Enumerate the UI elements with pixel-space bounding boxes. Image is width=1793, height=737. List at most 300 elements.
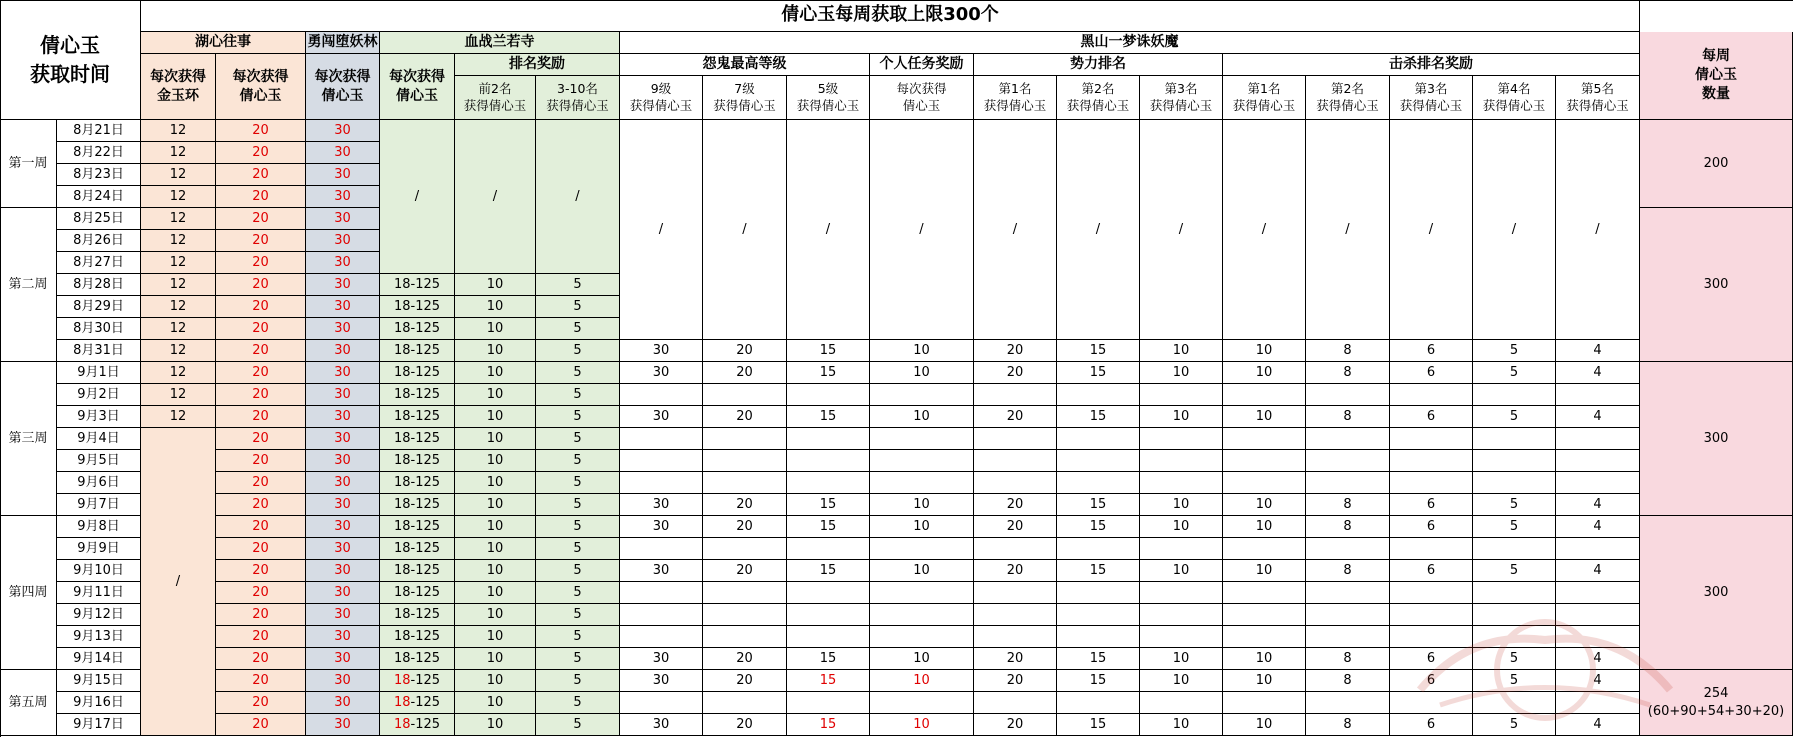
- group-heishan: 黑山一梦诛妖魔: [620, 32, 1640, 54]
- heishan-value: 4: [1556, 406, 1640, 428]
- empty-cell: [1223, 538, 1306, 560]
- group-huxin: 湖心往事: [141, 32, 306, 54]
- empty-cell: [974, 450, 1057, 472]
- yongchuang-jade-value: 30: [306, 626, 380, 648]
- heishan-value: 5: [1473, 670, 1556, 692]
- heishan-value: 20: [703, 362, 787, 384]
- empty-cell: [1057, 428, 1140, 450]
- yongchuang-jade-value: 30: [306, 560, 380, 582]
- empty-cell: [870, 626, 974, 648]
- empty-cell: [787, 384, 870, 406]
- heishan-value: 10: [1140, 648, 1223, 670]
- week-label: 第五周: [0, 670, 57, 736]
- empty-cell: [974, 384, 1057, 406]
- heishan-value: 30: [620, 714, 703, 736]
- top3-10-value: 5: [536, 604, 620, 626]
- date-cell: 9月1日: [57, 362, 141, 384]
- heishan-value: 10: [1223, 494, 1306, 516]
- heishan-value: 10: [870, 670, 974, 692]
- heishan-value: 10: [1140, 494, 1223, 516]
- slash-cell: /: [380, 120, 455, 274]
- top2-value: 10: [455, 538, 536, 560]
- gold-ring-value: 12: [141, 296, 216, 318]
- heishan-value: 15: [787, 560, 870, 582]
- heishan-value: 8: [1306, 670, 1390, 692]
- empty-cell: [1473, 428, 1556, 450]
- huxin-jade-value: 20: [216, 450, 306, 472]
- date-cell: 9月5日: [57, 450, 141, 472]
- date-cell: 9月15日: [57, 670, 141, 692]
- week-label: 第一周: [0, 120, 57, 208]
- empty-cell: [974, 538, 1057, 560]
- date-cell: 9月11日: [57, 582, 141, 604]
- heishan-value: 10: [1140, 714, 1223, 736]
- gold-ring-value: 12: [141, 120, 216, 142]
- heishan-value: 30: [620, 340, 703, 362]
- date-cell: 9月2日: [57, 384, 141, 406]
- huxin-jade-value: 20: [216, 692, 306, 714]
- heishan-value: 6: [1390, 340, 1473, 362]
- xuezhan-range-value: [380, 670, 455, 692]
- huxin-jade-value: 20: [216, 626, 306, 648]
- xuezhan-range-value: [380, 692, 455, 714]
- heishan-value: 15: [787, 670, 870, 692]
- empty-cell: [1390, 450, 1473, 472]
- empty-cell: [1223, 582, 1306, 604]
- empty-cell: [974, 626, 1057, 648]
- heishan-value: 20: [974, 362, 1057, 384]
- yongchuang-jade-value: 30: [306, 494, 380, 516]
- col-header: 第3名 获得倩心玉: [1140, 76, 1223, 120]
- heishan-value: 30: [620, 406, 703, 428]
- top2-value: 10: [455, 560, 536, 582]
- yongchuang-jade-value: 30: [306, 340, 380, 362]
- heishan-value: 5: [1473, 494, 1556, 516]
- huxin-jade-value: 20: [216, 648, 306, 670]
- empty-cell: [787, 538, 870, 560]
- yongchuang-jade-value: 30: [306, 582, 380, 604]
- slash-cell: /: [141, 428, 216, 736]
- xuezhan-range-value: 18-125: [380, 274, 455, 296]
- top2-value: 10: [455, 494, 536, 516]
- gold-ring-value: 12: [141, 164, 216, 186]
- heishan-value: 8: [1306, 714, 1390, 736]
- xuezhan-range-value: 18-125: [380, 428, 455, 450]
- yongchuang-jade-value: 30: [306, 428, 380, 450]
- top3-10-value: 5: [536, 516, 620, 538]
- date-cell: 8月25日: [57, 208, 141, 230]
- heishan-value: 30: [620, 516, 703, 538]
- empty-cell: [1140, 472, 1223, 494]
- empty-cell: [1556, 626, 1640, 648]
- huxin-jade-value: 20: [216, 428, 306, 450]
- yongchuang-jade-value: 30: [306, 318, 380, 340]
- empty-cell: [1057, 692, 1140, 714]
- range-suffix: -125: [410, 716, 441, 732]
- top3-10-value: 5: [536, 296, 620, 318]
- gold-ring-value: 12: [141, 406, 216, 428]
- empty-cell: [1473, 538, 1556, 560]
- week-label: 第二周: [0, 208, 57, 362]
- heishan-value: 20: [974, 714, 1057, 736]
- yongchuang-jade-value: 30: [306, 164, 380, 186]
- heishan-value: 15: [1057, 516, 1140, 538]
- huxin-jade-value: 20: [216, 494, 306, 516]
- slash-cell: /: [1223, 120, 1306, 340]
- heishan-value: 15: [787, 714, 870, 736]
- top3-10-value: 5: [536, 670, 620, 692]
- heishan-value: 8: [1306, 362, 1390, 384]
- range-prefix: 18: [393, 716, 411, 732]
- date-cell: 9月3日: [57, 406, 141, 428]
- col-header: 3-10名 获得倩心玉: [536, 76, 620, 120]
- huxin-jade-value: 20: [216, 252, 306, 274]
- date-cell: 8月31日: [57, 340, 141, 362]
- heishan-value: 15: [1057, 362, 1140, 384]
- empty-cell: [1556, 450, 1640, 472]
- weekly-total: 254 (60+90+54+30+20): [1640, 670, 1793, 736]
- yongchuang-jade-value: 30: [306, 362, 380, 384]
- xuezhan-range-value: 18-125: [380, 296, 455, 318]
- top2-value: 10: [455, 406, 536, 428]
- col-header: 前2名 获得倩心玉: [455, 76, 536, 120]
- empty-cell: [1057, 604, 1140, 626]
- empty-cell: [1140, 384, 1223, 406]
- empty-cell: [1140, 582, 1223, 604]
- heishan-value: 15: [1057, 670, 1140, 692]
- heishan-value: 30: [620, 560, 703, 582]
- heishan-value: 10: [870, 648, 974, 670]
- empty-cell: [1057, 472, 1140, 494]
- heishan-value: 10: [870, 494, 974, 516]
- slash-cell: /: [536, 120, 620, 274]
- heishan-value: 4: [1556, 516, 1640, 538]
- heishan-value: 10: [870, 714, 974, 736]
- empty-cell: [1390, 692, 1473, 714]
- top3-10-value: 5: [536, 626, 620, 648]
- empty-cell: [1140, 450, 1223, 472]
- slash-cell: /: [455, 120, 536, 274]
- heishan-value: 5: [1473, 340, 1556, 362]
- subgroup-kill-rank: 击杀排名奖励: [1223, 54, 1640, 76]
- weekly-total: 300: [1640, 208, 1793, 362]
- top2-value: 10: [455, 472, 536, 494]
- empty-cell: [1306, 604, 1390, 626]
- top3-10-value: 5: [536, 692, 620, 714]
- empty-cell: [1306, 428, 1390, 450]
- empty-cell: [1223, 450, 1306, 472]
- huxin-jade-value: 20: [216, 604, 306, 626]
- heishan-value: 15: [1057, 340, 1140, 362]
- empty-cell: [620, 428, 703, 450]
- heishan-value: 10: [870, 516, 974, 538]
- empty-cell: [1057, 384, 1140, 406]
- col-header: 每次获得 倩心玉: [870, 76, 974, 120]
- weekly-header: 每周 倩心玉 数量: [1640, 32, 1793, 120]
- heishan-value: 6: [1390, 406, 1473, 428]
- slash-cell: /: [620, 120, 703, 340]
- huxin-jade-value: 20: [216, 340, 306, 362]
- date-cell: 8月24日: [57, 186, 141, 208]
- empty-cell: [1556, 692, 1640, 714]
- yongchuang-jade-value: 30: [306, 450, 380, 472]
- date-cell: 8月22日: [57, 142, 141, 164]
- gold-ring-value: 12: [141, 384, 216, 406]
- heishan-value: 10: [1140, 406, 1223, 428]
- heishan-value: 10: [1223, 714, 1306, 736]
- empty-cell: [1306, 626, 1390, 648]
- top2-value: 10: [455, 428, 536, 450]
- empty-cell: [870, 384, 974, 406]
- heishan-value: 15: [787, 362, 870, 384]
- empty-cell: [1390, 626, 1473, 648]
- empty-cell: [1057, 626, 1140, 648]
- slash-cell: /: [870, 120, 974, 340]
- empty-cell: [1140, 626, 1223, 648]
- empty-cell: [870, 604, 974, 626]
- empty-cell: [787, 450, 870, 472]
- empty-cell: [620, 450, 703, 472]
- col-header: 第1名 获得倩心玉: [1223, 76, 1306, 120]
- huxin-jade-value: 20: [216, 164, 306, 186]
- empty-cell: [1390, 428, 1473, 450]
- heishan-value: 5: [1473, 362, 1556, 384]
- page-title: 倩心玉每周获取上限300个: [141, 0, 1640, 32]
- heishan-value: 8: [1306, 340, 1390, 362]
- gold-ring-value: 12: [141, 362, 216, 384]
- heishan-value: 4: [1556, 560, 1640, 582]
- subgroup-grudge-level: 怨鬼最高等级: [620, 54, 870, 76]
- heishan-value: 20: [974, 670, 1057, 692]
- date-cell: 8月23日: [57, 164, 141, 186]
- slash-cell: /: [1556, 120, 1640, 340]
- col-header: 第1名 获得倩心玉: [974, 76, 1057, 120]
- subgroup-faction-rank: 势力排名: [974, 54, 1223, 76]
- top2-value: 10: [455, 340, 536, 362]
- empty-cell: [1556, 428, 1640, 450]
- subgroup-personal-task: 个人任务奖励: [870, 54, 974, 76]
- top3-10-value: 5: [536, 714, 620, 736]
- empty-cell: [620, 384, 703, 406]
- empty-cell: [1223, 692, 1306, 714]
- slash-cell: /: [1473, 120, 1556, 340]
- heishan-value: 15: [1057, 494, 1140, 516]
- heishan-value: 20: [703, 406, 787, 428]
- heishan-value: 10: [1223, 362, 1306, 384]
- empty-cell: [1556, 384, 1640, 406]
- heishan-value: 6: [1390, 714, 1473, 736]
- date-cell: 9月12日: [57, 604, 141, 626]
- empty-cell: [1473, 384, 1556, 406]
- empty-cell: [974, 582, 1057, 604]
- empty-cell: [1390, 582, 1473, 604]
- top2-value: 10: [455, 582, 536, 604]
- empty-cell: [703, 538, 787, 560]
- heishan-value: 6: [1390, 362, 1473, 384]
- xuezhan-range-value: 18-125: [380, 516, 455, 538]
- col-header: 7级 获得倩心玉: [703, 76, 787, 120]
- weekly-total: 200: [1640, 120, 1793, 208]
- heishan-value: 4: [1556, 494, 1640, 516]
- slash-cell: /: [1306, 120, 1390, 340]
- heishan-value: 10: [870, 362, 974, 384]
- huxin-jade-value: 20: [216, 208, 306, 230]
- huxin-jade-value: 20: [216, 296, 306, 318]
- heishan-value: 10: [870, 340, 974, 362]
- date-cell: 9月17日: [57, 714, 141, 736]
- empty-cell: [1306, 472, 1390, 494]
- slash-cell: /: [1140, 120, 1223, 340]
- date-cell: 8月21日: [57, 120, 141, 142]
- top3-10-value: 5: [536, 582, 620, 604]
- heishan-value: 30: [620, 362, 703, 384]
- heishan-value: 15: [787, 516, 870, 538]
- date-cell: 9月13日: [57, 626, 141, 648]
- heishan-value: 20: [974, 516, 1057, 538]
- col-header: 第4名 获得倩心玉: [1473, 76, 1556, 120]
- yongchuang-jade-value: 30: [306, 186, 380, 208]
- heishan-value: 20: [703, 648, 787, 670]
- top2-value: 10: [455, 626, 536, 648]
- xuezhan-range-value: 18-125: [380, 648, 455, 670]
- heishan-value: 6: [1390, 516, 1473, 538]
- empty-cell: [1390, 604, 1473, 626]
- heishan-value: 4: [1556, 714, 1640, 736]
- empty-cell: [703, 450, 787, 472]
- empty-cell: [1057, 582, 1140, 604]
- top2-value: 10: [455, 670, 536, 692]
- top2-value: 10: [455, 648, 536, 670]
- heishan-value: 15: [787, 406, 870, 428]
- slash-cell: /: [974, 120, 1057, 340]
- weekly-total: 300: [1640, 516, 1793, 670]
- heishan-value: 10: [1223, 340, 1306, 362]
- range-prefix: 18: [393, 694, 411, 710]
- yongchuang-jade-value: 30: [306, 120, 380, 142]
- range-prefix: 18: [393, 672, 411, 688]
- time-header: 倩心玉 获取时间: [0, 0, 141, 120]
- empty-cell: [703, 428, 787, 450]
- huxin-jade-value: 20: [216, 472, 306, 494]
- date-cell: 9月8日: [57, 516, 141, 538]
- empty-cell: [703, 384, 787, 406]
- date-cell: 9月6日: [57, 472, 141, 494]
- empty-cell: [870, 450, 974, 472]
- heishan-value: 5: [1473, 648, 1556, 670]
- heishan-value: 5: [1473, 560, 1556, 582]
- gold-ring-value: 12: [141, 208, 216, 230]
- heishan-value: 15: [787, 340, 870, 362]
- heishan-value: 8: [1306, 560, 1390, 582]
- huxin-jade-value: 20: [216, 714, 306, 736]
- heishan-value: 15: [1057, 714, 1140, 736]
- top2-value: 10: [455, 362, 536, 384]
- heishan-value: 6: [1390, 670, 1473, 692]
- empty-cell: [1473, 626, 1556, 648]
- empty-cell: [1390, 472, 1473, 494]
- empty-cell: [1223, 428, 1306, 450]
- huxin-jade-value: 20: [216, 120, 306, 142]
- heishan-value: 20: [703, 714, 787, 736]
- date-cell: 9月16日: [57, 692, 141, 714]
- heishan-value: 15: [787, 494, 870, 516]
- yongchuang-jade-value: 30: [306, 406, 380, 428]
- top3-10-value: 5: [536, 362, 620, 384]
- yongchuang-jade-value: 30: [306, 384, 380, 406]
- top3-10-value: 5: [536, 538, 620, 560]
- gold-ring-value: 12: [141, 142, 216, 164]
- empty-cell: [1473, 582, 1556, 604]
- xuezhan-range-value: 18-125: [380, 318, 455, 340]
- empty-cell: [1223, 604, 1306, 626]
- col-header: 每次获得 金玉环: [141, 54, 216, 120]
- heishan-value: 20: [703, 340, 787, 362]
- xuezhan-range-value: 18-125: [380, 494, 455, 516]
- gold-ring-value: 12: [141, 230, 216, 252]
- gold-ring-value: 12: [141, 274, 216, 296]
- huxin-jade-value: 20: [216, 582, 306, 604]
- empty-cell: [787, 604, 870, 626]
- heishan-value: 6: [1390, 494, 1473, 516]
- empty-cell: [787, 428, 870, 450]
- top2-value: 10: [455, 714, 536, 736]
- empty-cell: [870, 428, 974, 450]
- empty-cell: [1306, 450, 1390, 472]
- top3-10-value: 5: [536, 560, 620, 582]
- huxin-jade-value: 20: [216, 230, 306, 252]
- slash-cell: /: [1390, 120, 1473, 340]
- empty-cell: [974, 472, 1057, 494]
- col-header: 第2名 获得倩心玉: [1306, 76, 1390, 120]
- top2-value: 10: [455, 692, 536, 714]
- xuezhan-range-value: 18-125: [380, 560, 455, 582]
- top3-10-value: 5: [536, 472, 620, 494]
- top2-value: 10: [455, 384, 536, 406]
- top3-10-value: 5: [536, 428, 620, 450]
- date-cell: 9月10日: [57, 560, 141, 582]
- empty-cell: [870, 472, 974, 494]
- empty-cell: [1057, 450, 1140, 472]
- col-header: 第5名 获得倩心玉: [1556, 76, 1640, 120]
- heishan-value: 4: [1556, 340, 1640, 362]
- date-cell: 9月4日: [57, 428, 141, 450]
- huxin-jade-value: 20: [216, 274, 306, 296]
- empty-cell: [1390, 384, 1473, 406]
- yongchuang-jade-value: 30: [306, 670, 380, 692]
- huxin-jade-value: 20: [216, 362, 306, 384]
- empty-cell: [1556, 582, 1640, 604]
- top2-value: 10: [455, 604, 536, 626]
- slash-cell: /: [1057, 120, 1140, 340]
- empty-cell: [1473, 692, 1556, 714]
- date-cell: 8月29日: [57, 296, 141, 318]
- huxin-jade-value: 20: [216, 560, 306, 582]
- heishan-value: 20: [703, 670, 787, 692]
- gold-ring-value: 12: [141, 340, 216, 362]
- heishan-value: 20: [974, 648, 1057, 670]
- date-cell: 8月26日: [57, 230, 141, 252]
- empty-cell: [974, 428, 1057, 450]
- col-header: 第2名 获得倩心玉: [1057, 76, 1140, 120]
- yongchuang-jade-value: 30: [306, 296, 380, 318]
- xuezhan-range-value: 18-125: [380, 472, 455, 494]
- top3-10-value: 5: [536, 406, 620, 428]
- empty-cell: [703, 692, 787, 714]
- heishan-value: 8: [1306, 494, 1390, 516]
- date-cell: 8月28日: [57, 274, 141, 296]
- heishan-value: 30: [620, 494, 703, 516]
- heishan-value: 10: [1140, 340, 1223, 362]
